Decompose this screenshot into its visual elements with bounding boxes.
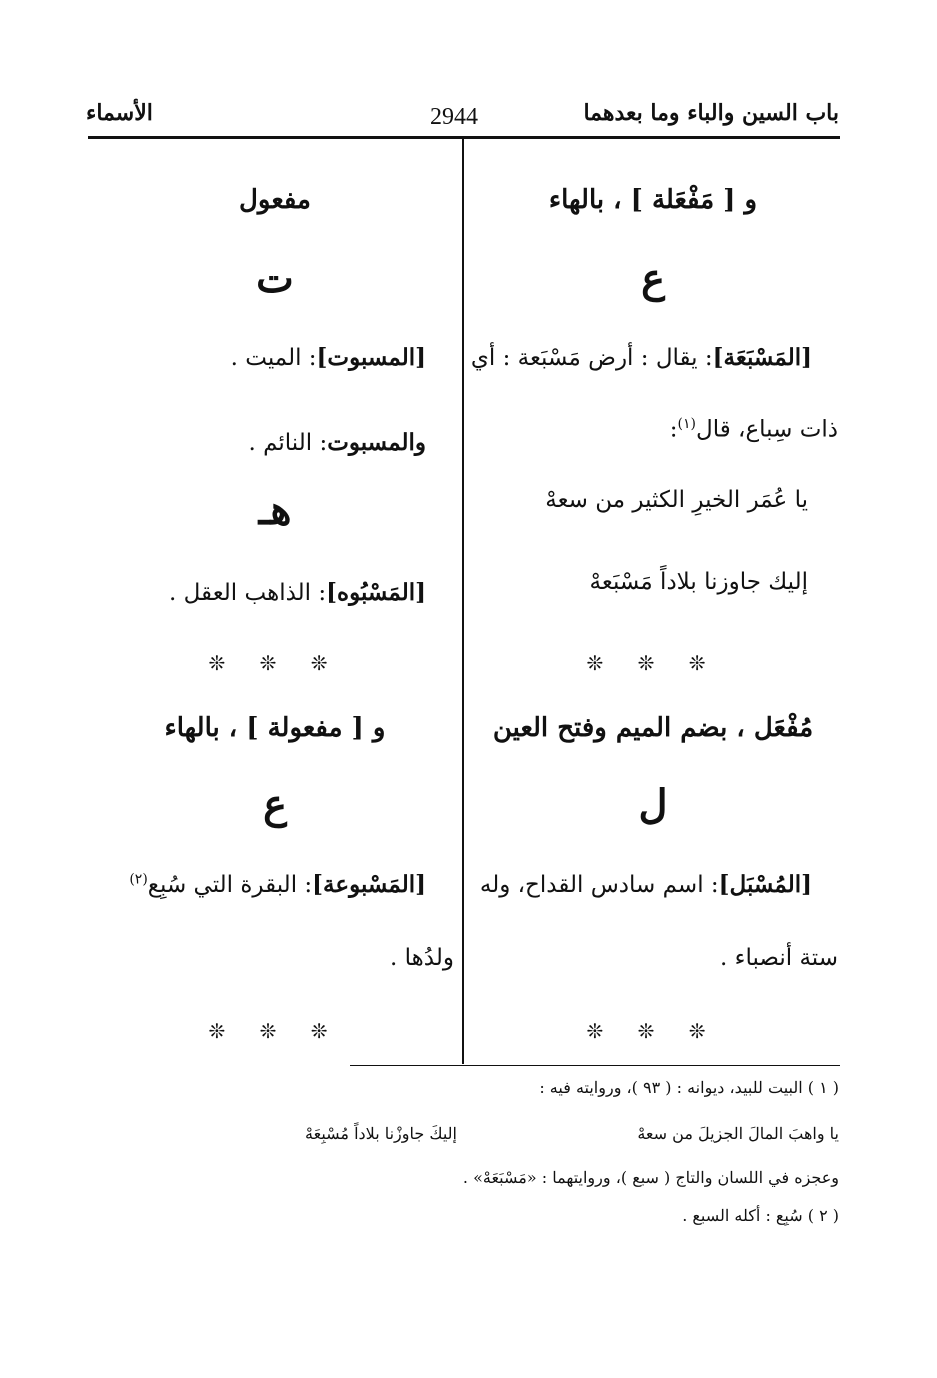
entry-definition: : البقرة التي سُبِع (147, 872, 313, 898)
section-heading: مُفْعَل ، بضم الميم وفتح العين (492, 713, 814, 743)
section-separator: ❊ ❊ ❊ (586, 651, 720, 675)
section-heading: مفعول (239, 185, 311, 215)
colon: : (669, 416, 678, 443)
letter-heading: هـ (258, 487, 292, 534)
page-number: 2944 (430, 104, 478, 130)
entry-term: [المَسْبوعة] (312, 871, 426, 898)
left-column (88, 139, 462, 1064)
dictionary-entry (480, 871, 812, 898)
right-column (466, 139, 840, 1064)
footnote-verse-first-hemistich: يا واهبَ المالَ الجزيلَ من سعهْ (637, 1124, 839, 1143)
entry-term: والمسبوت (327, 429, 426, 456)
entry-continuation: ستة أنصباء . (720, 945, 838, 971)
footnote-divider (350, 1065, 840, 1066)
letter-heading: ع (641, 255, 665, 302)
dictionary-entry (129, 871, 426, 898)
section-separator: ❊ ❊ ❊ (208, 1019, 342, 1043)
section-separator: ❊ ❊ ❊ (208, 651, 342, 675)
entry-term: [المَسْبَعَة] (712, 344, 812, 371)
verse-line: يا عُمَر الخيرِ الكثير من سعهْ (545, 487, 808, 513)
section-separator: ❊ ❊ ❊ (586, 1019, 720, 1043)
section-heading: و [ مفعولة ] ، بالهاء (164, 713, 386, 743)
dictionary-entry (471, 344, 812, 371)
dictionary-entry (248, 429, 426, 456)
entry-term: [المسبوت] (316, 344, 426, 371)
footnote-verse-second-hemistich: إليكَ جاوزْنا بلاداً مُسْبِعَهْ (305, 1124, 457, 1143)
footnote-2: ( ٢ ) سُبِع : أكله السبع . (682, 1206, 839, 1225)
letter-heading: ت (256, 255, 294, 302)
entry-definition: : اسم سادس القداح، وله (479, 872, 719, 898)
header-chapter-title: الأسماء (86, 100, 153, 126)
dictionary-entry (231, 344, 426, 371)
section-heading: و [ مَفْعَلة ] ، بالهاء (548, 185, 758, 215)
footnote-1-continuation: وعجزه في اللسان والتاج ( سبع )، وروايتهما : «مَسْبَعَهْ» . (462, 1168, 839, 1187)
entry-definition: : الذاهب العقل . (169, 580, 327, 606)
entry-term: [المَسْبُوه] (326, 579, 426, 606)
letter-heading: ع (263, 781, 287, 828)
footnote-1: ( ١ ) البيت للبيد، ديوانه : ( ٩٣ )، وروايته فيه : (539, 1078, 839, 1097)
letter-heading: ل (638, 781, 668, 828)
entry-term: [المُسْبَل] (718, 871, 812, 898)
entry-text: ذات سِباع، قال (696, 416, 838, 443)
footnote-marker: (٢) (129, 871, 148, 888)
entry-continuation: ولدُها . (390, 945, 454, 971)
column-divider (462, 139, 464, 1064)
entry-continuation (670, 416, 838, 443)
entry-definition: : يقال : أرض مَسْبَعة : أي (470, 345, 713, 371)
header-section-title: باب السين والباء وما بعدهما (583, 100, 839, 126)
footnote-marker: (١) (677, 416, 696, 432)
verse-line: إليك جاوزنا بلاداً مَسْبَعهْ (589, 569, 808, 595)
entry-definition: : الميت . (230, 345, 317, 371)
entry-definition: : النائم . (248, 430, 328, 456)
dictionary-entry (169, 579, 426, 606)
